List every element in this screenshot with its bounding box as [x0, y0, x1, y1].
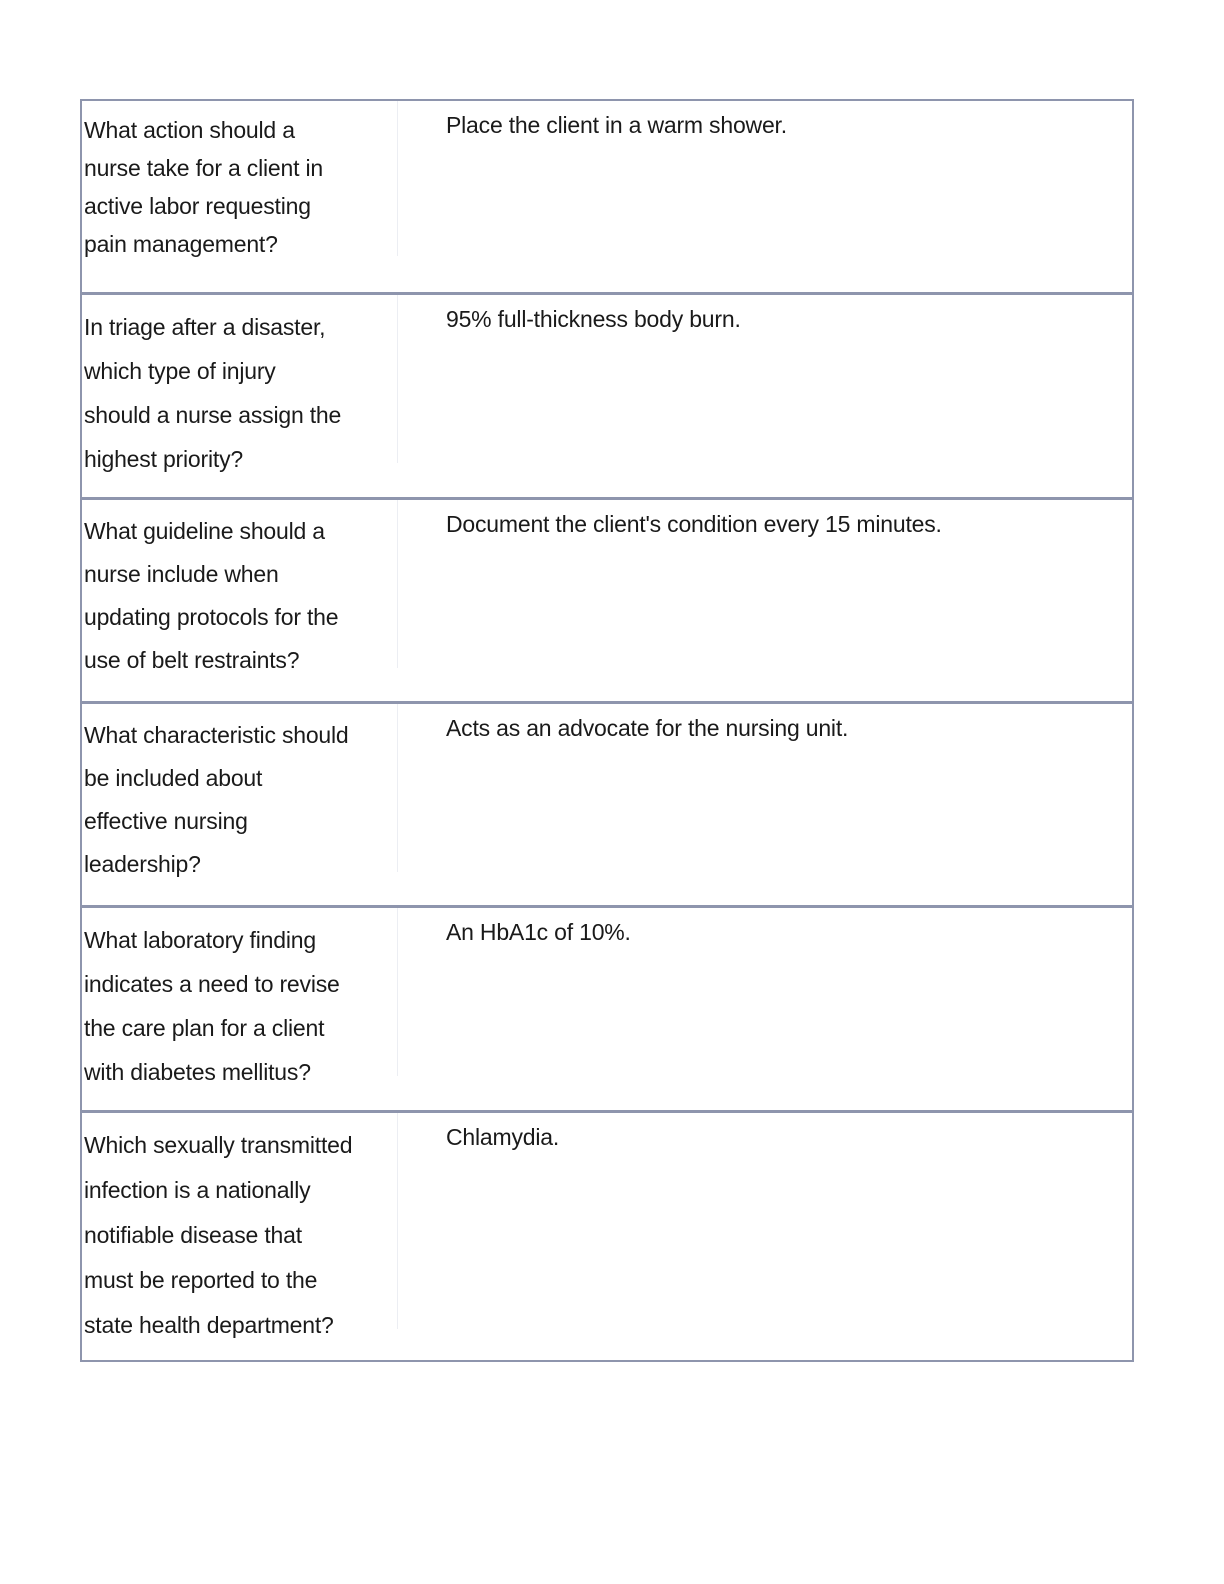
table-row: [82, 292, 1132, 497]
question-line: be included about: [84, 765, 263, 791]
question-line: Which sexually transmitted: [84, 1132, 353, 1158]
question-line: In triage after a disaster,: [84, 314, 326, 340]
answer-cell: Document the client's condition every 15 minutes.: [446, 511, 942, 537]
table-row: [82, 497, 1132, 701]
question-line: nurse take for a client in: [84, 155, 323, 181]
question-line: highest priority?: [84, 446, 243, 472]
question-cell: [84, 918, 384, 1094]
question-line: What laboratory finding: [84, 927, 316, 953]
question-cell: [84, 1123, 384, 1348]
column-divider: [397, 908, 398, 1076]
qa-table: [80, 99, 1134, 1362]
question-line: What guideline should a: [84, 518, 325, 544]
answer-cell: Acts as an advocate for the nursing unit.: [446, 715, 849, 741]
table-row: [82, 905, 1132, 1110]
answer-cell: 95% full-thickness body burn.: [446, 306, 741, 332]
table-row: [82, 101, 1132, 292]
answer-cell: Chlamydia.: [446, 1124, 560, 1150]
column-divider: [397, 101, 398, 256]
question-cell: [84, 305, 384, 481]
column-divider: [397, 1113, 398, 1329]
question-line: infection is a nationally: [84, 1177, 311, 1203]
question-line: with diabetes mellitus?: [84, 1059, 311, 1085]
question-line: effective nursing: [84, 808, 248, 834]
question-line: pain management?: [84, 231, 278, 257]
column-divider: [397, 295, 398, 463]
question-line: What action should a: [84, 117, 295, 143]
table-row: [82, 1110, 1132, 1360]
question-line: notifiable disease that: [84, 1222, 302, 1248]
column-divider: [397, 500, 398, 668]
column-divider: [397, 704, 398, 872]
question-line: use of belt restraints?: [84, 647, 300, 673]
question-line: What characteristic should: [84, 722, 349, 748]
table-row: [82, 701, 1132, 905]
question-line: leadership?: [84, 851, 201, 877]
question-line: state health department?: [84, 1312, 334, 1338]
question-line: the care plan for a client: [84, 1015, 325, 1041]
question-line: indicates a need to revise: [84, 971, 340, 997]
question-line: should a nurse assign the: [84, 402, 342, 428]
answer-cell: Place the client in a warm shower.: [446, 112, 787, 138]
question-line: nurse include when: [84, 561, 279, 587]
question-cell: [84, 510, 384, 682]
answer-cell: An HbA1c of 10%.: [446, 919, 631, 945]
question-cell: [84, 714, 384, 886]
question-line: updating protocols for the: [84, 604, 339, 630]
question-line: which type of injury: [84, 358, 276, 384]
question-cell: [84, 111, 384, 263]
question-line: active labor requesting: [84, 193, 311, 219]
question-line: must be reported to the: [84, 1267, 318, 1293]
